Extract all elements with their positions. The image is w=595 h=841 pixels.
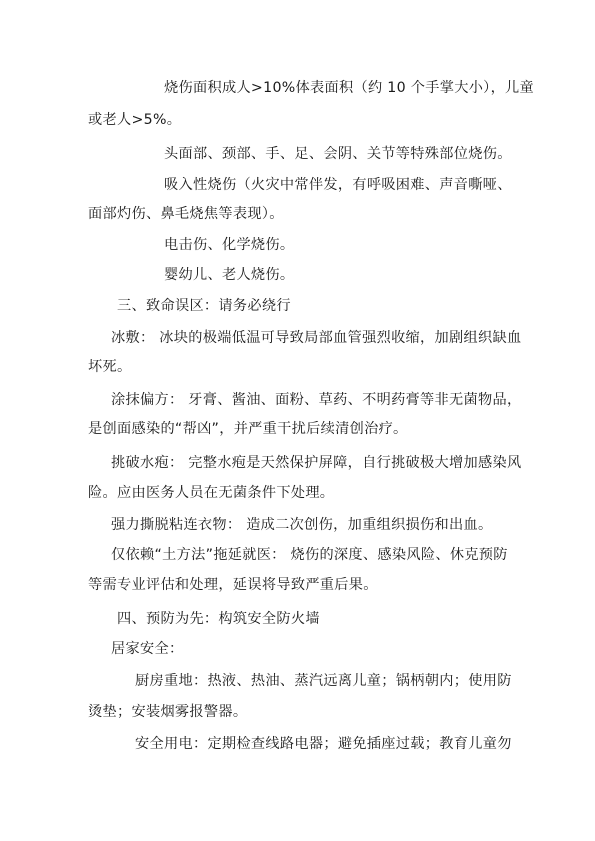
text-line: 强力撕脱粘连衣物： 造成二次创伤，加重组织损伤和出血。 xyxy=(111,517,493,533)
text-line: 电击伤、化学烧伤。 xyxy=(164,237,295,253)
text-line: 安全用电：定期检查线路电器；避免插座过载；教育儿童勿 xyxy=(135,736,512,752)
text-line: 是创面感染的“帮凶”，并严重干扰后续清创治疗。 xyxy=(88,421,408,437)
text-line: 仅依赖“土方法”拖延就医： 烧伤的深度、感染风险、休克预防 xyxy=(111,547,508,563)
section-heading: 四、预防为先：构筑安全防火墙 xyxy=(117,611,320,627)
text-line: 吸入性烧伤（火灾中常伴发，有呼吸困难、声音嘶哑、 xyxy=(164,177,512,193)
text-line: 坏死。 xyxy=(88,359,132,375)
text-line: 烧伤面积成人>10%体表面积（约 10 个手掌大小），儿童 xyxy=(164,80,535,96)
text-line: 险。应由医务人员在无菌条件下处理。 xyxy=(88,485,335,501)
section-heading: 三、致命误区：请务必绕行 xyxy=(117,298,291,314)
text-line: 挑破水疱： 完整水疱是天然保护屏障，自行挑破极大增加感染风 xyxy=(111,455,522,471)
text-line: 烫垫；安装烟雾报警器。 xyxy=(88,704,248,720)
text-line: 头面部、颈部、手、足、会阴、关节等特殊部位烧伤。 xyxy=(164,146,512,162)
text-line: 面部灼伤、鼻毛烧焦等表现）。 xyxy=(88,206,284,222)
text-line: 婴幼儿、老人烧伤。 xyxy=(164,267,295,283)
text-line: 涂抹偏方： 牙膏、酱油、面粉、草药、不明药膏等非无菌物品， xyxy=(111,392,522,408)
text-line: 冰敷： 冰块的极端低温可导致局部血管强烈收缩，加剧组织缺血 xyxy=(111,330,522,346)
text-line: 或老人>5%。 xyxy=(88,112,182,128)
text-line: 厨房重地：热液、热油、蒸汽远离儿童；锅柄朝内；使用防 xyxy=(135,673,512,689)
subheading: 居家安全： xyxy=(111,641,184,657)
text-line: 等需专业评估和处理，延误将导致严重后果。 xyxy=(88,577,378,593)
